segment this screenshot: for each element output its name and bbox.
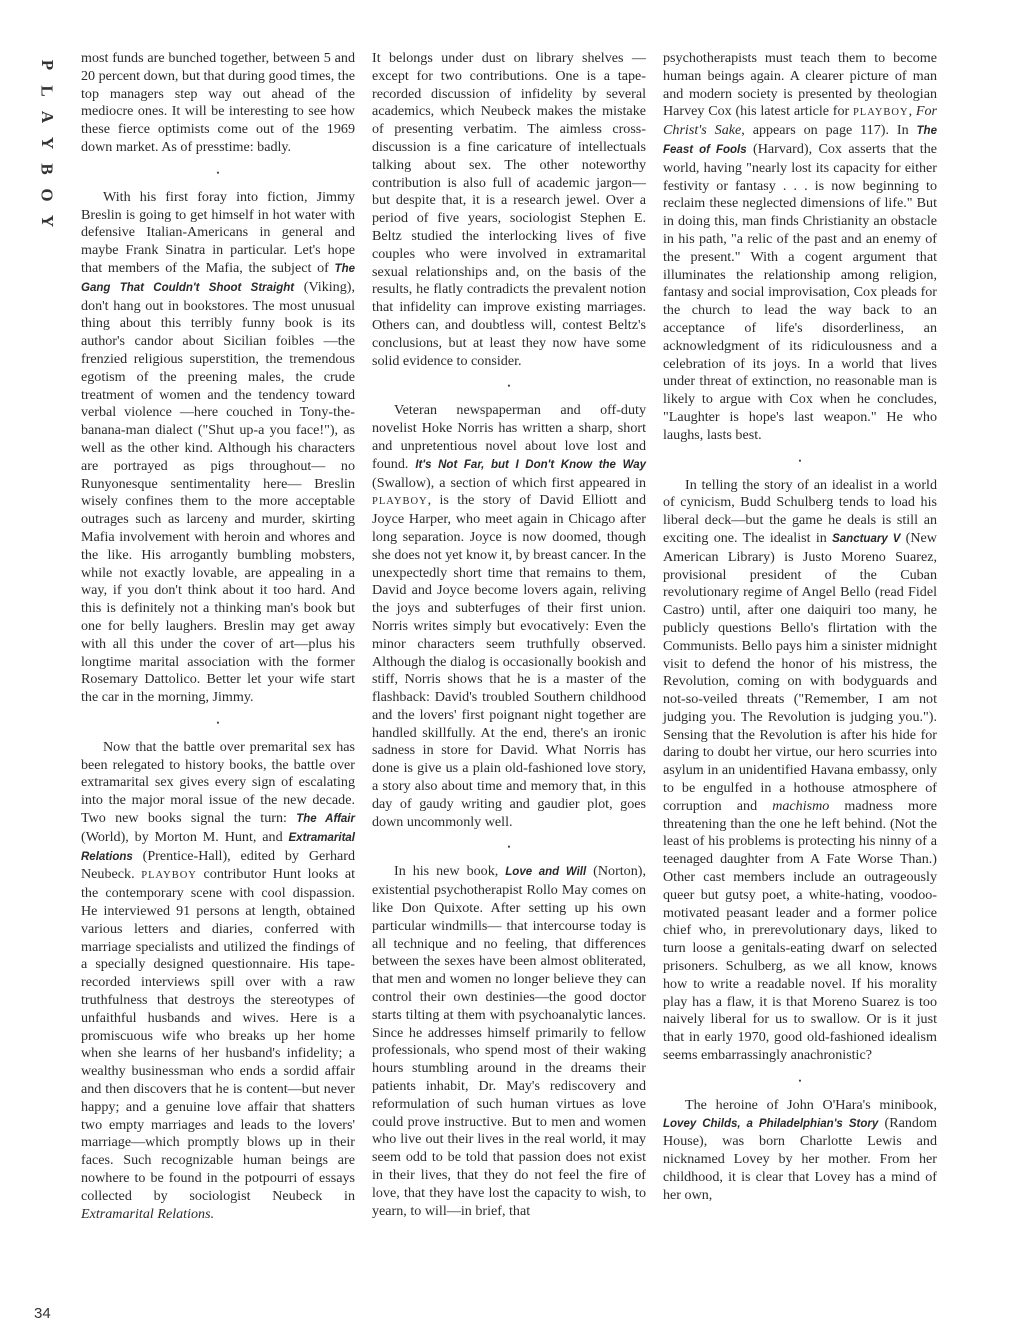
body-text: (World), by Morton M. Hunt, and [81, 828, 289, 845]
review-paragraph [372, 50, 646, 370]
section-divider-bullet: • [507, 381, 511, 392]
body-text: madness more threatening than the one he left behind. (Not the least of his problems is protecting his ninny of a teenaged daughter from A Fate Worse Than.) Other cast members include an outrageously queer but gutsy poet, a white-hating, voodoo-motivated peasant leader and a former police chief who, in prerevolutionary days, liked to turn loose a genitals-eating dwarf on selected prisoners. Schulberg, as we all know, knows how to write a readable novel. If his morality play has a flaw, it is that Moreno Suarez is too naively liberal for us to swallow. Or is it just that in early 1970, good old-fashioned idealism seems embarrassingly anachronistic? [663, 797, 937, 1064]
body-text: Now that the battle over premarital sex has been relegated to history books, the battle over extramarital sex gives every sign of escalating into the major moral issue of the new decade. Two new books signal the turn: [81, 738, 355, 827]
book-title: Lovey Childs, a Philadelphian's Story [663, 1117, 879, 1130]
italic-text: Extramarital Relations. [81, 1205, 215, 1222]
body-text: contributor Hunt looks at the contemporary scene with cool dispassion. He interviewed 91 persons at length, obtained various letters and diaries, conferred with marriage specialists and utilized the findings of a specially designed questionnaire. His tape-recorded interviews spill over with a raw truthfulness that destroys the stereotypes of unfaithful husbands and wives. Here is a promiscuous wife who breaks up her home when she learns of her husband's infidelity; a wealthy businessman who ends a sordid affair and then discovers that he is content—but never happy; and a genuine love affair that shatters two empty marriages and leads to the lovers' marriage—which promptly blows up in their faces. Such recognizable human beings are nowhere to be found in the potpourri of essays collected by sociologist Neubeck in [81, 866, 355, 1204]
body-text: (Random House), was born Charlotte Lewis and nicknamed Lovey by her mother. From her childhood, it is clear that Lovey has a mind of her own, [663, 1114, 937, 1203]
magazine-name: PLAYBOY [852, 107, 909, 119]
body-text: , [908, 103, 916, 120]
masthead-letter: L [38, 85, 57, 97]
magazine-name: PLAYBOY [372, 496, 428, 508]
body-text: In telling the story of an idealist in a world of cynicism, Budd Schulberg tends to load his liberal deck—but the game he deals is still an exciting one. The idealist in [663, 476, 937, 546]
masthead-letter: Y [38, 214, 57, 228]
review-paragraph [663, 477, 937, 1065]
body-text: (Viking), don't hang out in bookstores. The most unusual thing about this terribly funny book is its author's candor about Sicilian foibles —the frenzied religious superstition, the tremendous egotism of the preening males, the crude treatment of women and the tendency toward verbal violence —here couched in Tony-the-banana-man dialect ("Shut up-a you face!"), as well as the other kind. Although his characters are portrayed as pigs throughout— no Runyonesque sentimentality here— Breslin wisely confines them to the more acceptable outrages such as larceny and murder, skirting Mafia involvement with heroin and whores and the like. His arrogantly bumbling mobsters, while not exactly lovable, are appealing in a way, if you don't think about it too hard. And this is definitely not a thinking man's book but one for belly laughers. Breslin may get away with all this under the cover of art—plus his longtime marital association with the former Rosemary Dattolico. Better let your wife start the car in the morning, Jimmy. [81, 278, 355, 706]
review-paragraph [81, 50, 355, 157]
section-divider-bullet: • [507, 842, 511, 853]
review-paragraph [81, 739, 355, 1224]
masthead-letter: B [38, 163, 57, 175]
masthead-letter: O [37, 188, 57, 202]
masthead-letter: P [37, 59, 57, 71]
magazine-name: PLAYBOY [141, 870, 197, 882]
book-title: Love and Will [505, 866, 587, 879]
italic-text: For Christ's Sake [663, 103, 938, 139]
playboy-masthead [36, 52, 58, 234]
page-number: 34 [34, 1305, 51, 1322]
italic-text: machismo [772, 797, 830, 814]
book-title: Extramarital Relations [81, 831, 355, 863]
book-title: It's Not Far, but I Don't Know the Way [415, 458, 647, 471]
body-text: (Norton), existential psychotherapist Rollo May comes on like Don Quixote. After setting up his own particular windmills— that intercourse today is all technique and no feeling, that differences between the sexes have been almost obliterated, that men and women no longer believe they can control their own destinies—the good doctor starts tilting at them with psychoanalytic lances. Since he addresses himself primarily to fellow professionals, who spend most of their waking hours stumbling around in the dreams their patients inhabit, Dr. May's rediscovery and reformulation of such human virtues as love could prove instructive. But to men and women who live out their lives in the real world, it may seem odd to be told that passion does not exist in their lives, that they do not feel the fire of love, that they have lost the capacity to wish, to yearn, to will—in brief, that [372, 863, 646, 1219]
masthead-letter: Y [38, 136, 57, 150]
book-title: Sanctuary V [832, 532, 901, 545]
text-column-1 [81, 50, 355, 1223]
section-divider-bullet: • [798, 455, 802, 466]
body-text: , is the story of David Elliott and Joyce Harper, who meet again in Chicago after long separation. Joyce is now doomed, though she does not yet know it, by breast cancer. In the unexpectedly short time that remains to them, David and Joyce become lovers again, reliving the joys and subterfuges of their first union. Norris writes simply but evocatively: Even the minor characters seem truthfully observed. Although the dialog is occasionally bookish and stiff, Norris shows that he is a master of the flashback: David's troubled Southern childhood and the lovers' first poignant night together are handled skillfully. At the end, there's an ironic sadness in store for David. What Norris has done is give us a plain old-fashioned love story, a story also about time and memory that, in this day of gaudy writing and gaudier plot, goes down uncommonly well. [372, 492, 646, 830]
body-text: , appears on page 117). In [741, 122, 917, 139]
book-title: The Affair [296, 813, 355, 826]
body-text: In his new book, [394, 863, 506, 880]
masthead-letter: A [38, 110, 57, 124]
review-paragraph [81, 189, 355, 707]
body-text: (New American Library) is Justo Moreno Suarez, provisional president of the Cuban revolutionary regime of Angel Bello (read Fidel Castro) until, after one daiquiri too many, he publicly questions Bello's flirtation with the Communists. Bello pays him a sinister midnight visit to defend the honor of his mistress, the Revolution, coming on with bodyguards and not-so-veiled threats ("Remember, I am not judging you. The Revolution is judging you."). Sensing that the Revolution is after his hide for daring to doubt her virtue, our hero scurries into asylum in an unidentified Havana embassy, only to be engulfed in a hothouse atmosphere of corruption and [663, 529, 937, 814]
review-paragraph [372, 402, 646, 831]
book-title: The Gang That Couldn't Shoot Straight [81, 262, 355, 294]
book-title: The Feast of Fools [663, 125, 937, 156]
body-text: Veteran newspaperman and off-duty novelist Hoke Norris has written a sharp, short and unpretentious novel about love lost and found. [372, 402, 646, 472]
section-divider-bullet: • [216, 167, 220, 178]
text-column-2 [372, 50, 646, 1220]
section-divider-bullet: • [798, 1075, 802, 1086]
body-text: The heroine of John O'Hara's minibook, [685, 1096, 937, 1113]
review-paragraph [372, 863, 646, 1220]
body-text: With his first foray into fiction, Jimmy Breslin is going to get himself in hot water with defensive Italian-Americans in general and maybe Frank Sinatra in particular. Let's hope that members of the Mafia, the subject of [81, 188, 355, 276]
body-text: It belongs under dust on library shelves —except for two contributions. One is a tape-recorded discussion of infidelity by several academics, which Neubeck makes the mistake of presenting verbatim. The aimless cross-discussion is a fine caricature of intellectuals talking about sex. The other noteworthy contribution is also full of academic jargon—but despite that, it is a research jewel. Over a period of five years, sociologist Stephen E. Beltz studied the interlocking lives of five couples who were involved in extramarital sexual relationships and, on the basis of the results, he flatly contradicts the prevalent notion that infidelity can improve existing marriages. Others can, and doubtless will, contest Beltz's conclusions, but at least they now have some solid evidence to consider. [372, 50, 646, 369]
review-paragraph [663, 50, 937, 445]
body-text: (Prentice-Hall), edited by Gerhard Neubeck. [81, 847, 355, 883]
body-text: (Swallow), a section of which first appeared in [372, 474, 646, 491]
review-paragraph [663, 1097, 937, 1205]
body-text: most funds are bunched together, between 5 and 20 percent down, but that during good times, the top managers step way out ahead of the mediocre ones. It will be interesting to see how these fierce optimists come out of the 1969 down market. As of presstime: badly. [81, 50, 355, 155]
section-divider-bullet: • [216, 717, 220, 728]
body-text: (Harvard), Cox asserts that the world, having "nearly lost its capacity for either festivity or fantasy . . . is now beginning to reclaim these neglected dimensions of life." But in doing this, man finds Christianity an obstacle in his path, "a relic of the past and an enemy of the present." With a cogent argument that illuminates the relationship among religion, fantasy and social improvisation, Cox pleads for the church to lead the way back to an acceptance of life's disorderliness, an acknowledgment of its ridiculousness and a celebration of its joys. In a world that lives under threat of extinction, no reasonable man is likely to argue with Cox when he concludes, "Laughter is hope's last weapon." He who laughs, lasts best. [663, 140, 938, 443]
text-column-3 [663, 50, 937, 1205]
body-text: psychotherapists must teach them to become human beings again. A clearer picture of man and modern society is presented by theologian Harvey Cox (his latest article for [663, 50, 937, 120]
